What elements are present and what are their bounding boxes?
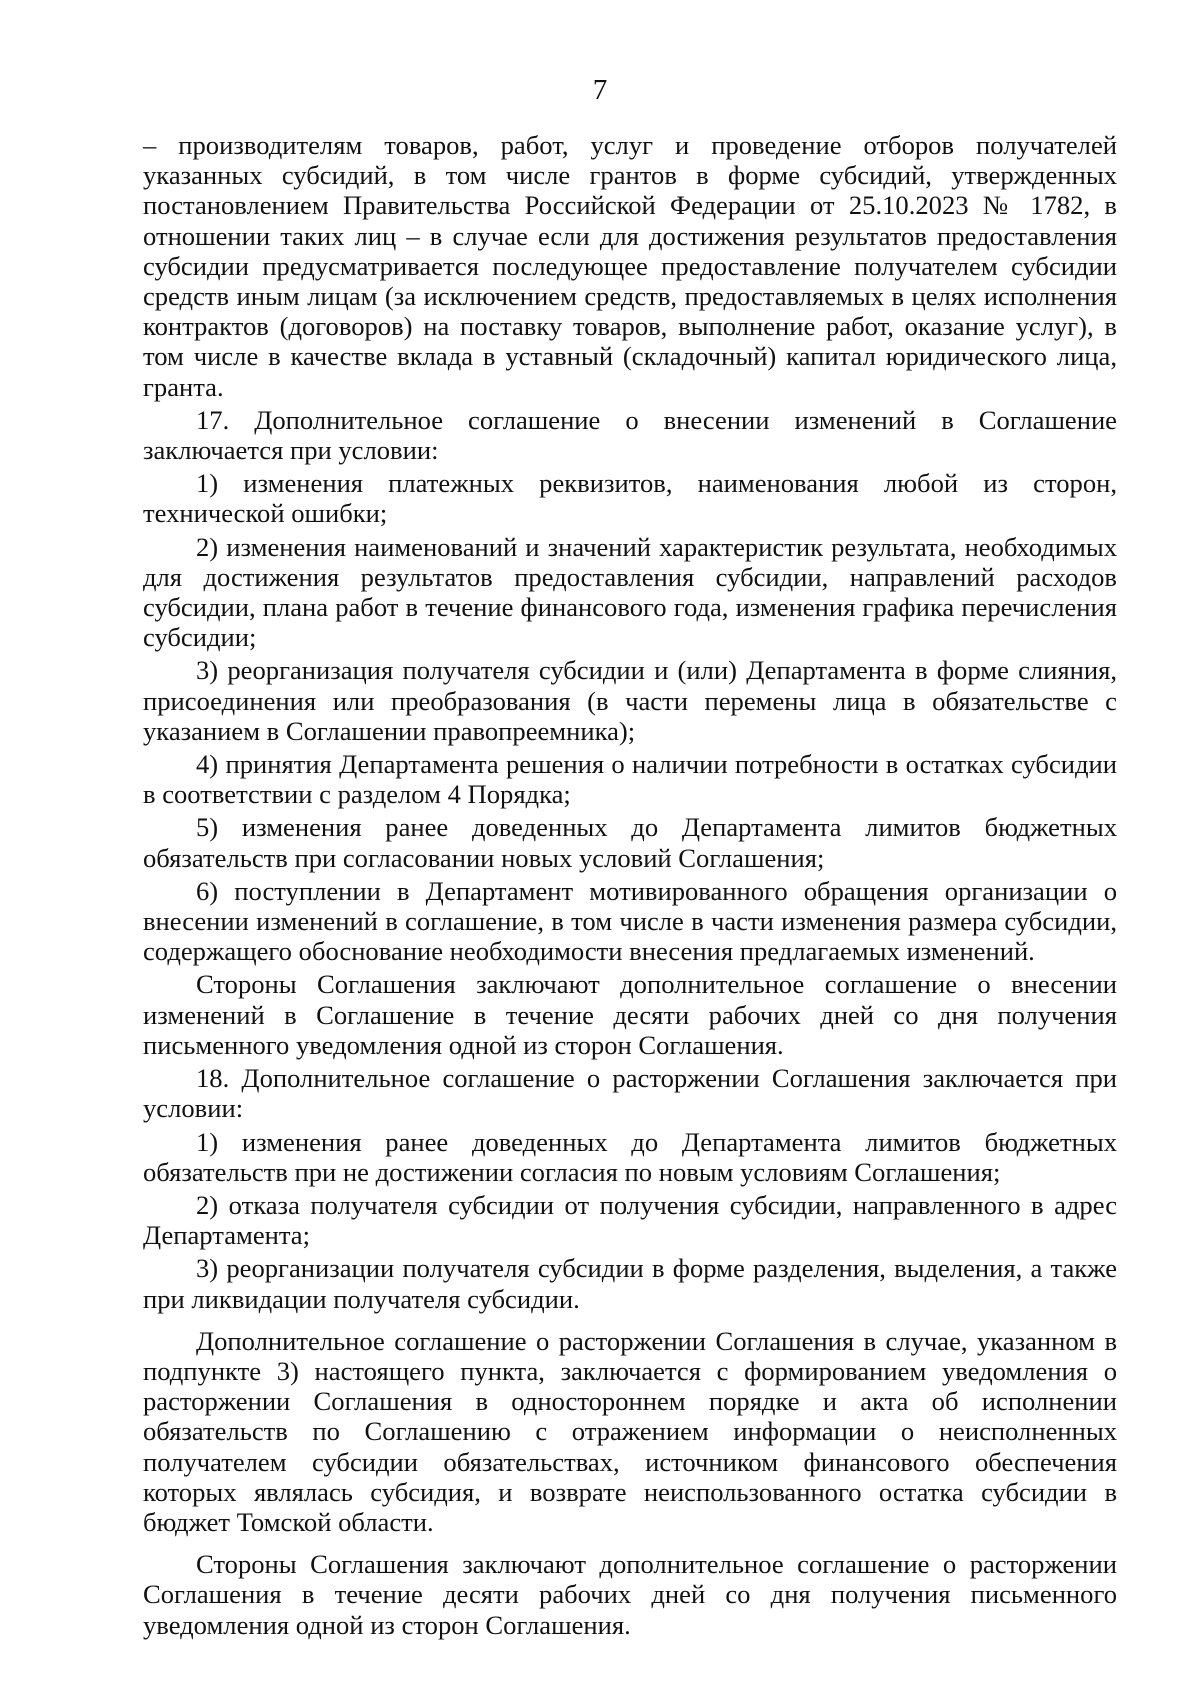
paragraph-list-continuation: – производителям товаров, работ, услуг и проведение отборов получателей указанных субсидий, в том числе грантов в форме субсидий, утвержденных постановлением Правительства Российской Федерации от 25.10.2023 № 1782, в отношении таких лиц – в случае если для достижения результатов предоставления субсидии предусматривается последующее предоставление получателем субсидии средств иным лицам (за исключением средств, предоставляемых в целях исполнения контрактов (договоров) на поставку товаров, выполнение работ, оказание услуг), в том числе в качестве вклада в уставный (складочный) капитал юридического лица, гранта. bbox=[143, 130, 1117, 402]
paragraph-clause-18-notice: Дополнительное соглашение о расторжении Соглашения в случае, указанном в подпункте 3) настоящего пункта, заключается с формированием уведомления о расторжении Соглашения в одностороннем порядке и акта об исполнении обязательств по Соглашению с отражением информации о неисполненных получателем субсидии обязательствах, источником финансового обеспечения которых являлась субсидия, и возврате неиспользованного остатка субсидии в бюджет Томской области. bbox=[143, 1325, 1117, 1537]
paragraph-clause-18: 18. Дополнительное соглашение о расторжении Соглашения заключается при условии: bbox=[143, 1063, 1117, 1124]
document-body bbox=[143, 130, 1117, 1640]
paragraph-item-17-3: 3) реорганизация получателя субсидии и (или) Департамента в форме слияния, присоединения или преобразования (в части перемены лица в обязательстве с указанием в Соглашении правопреемника); bbox=[143, 655, 1117, 746]
paragraph-item-18-3: 3) реорганизации получателя субсидии в форме разделения, выделения, а также при ликвидации получателя субсидии. bbox=[143, 1253, 1117, 1314]
paragraph-item-18-1: 1) изменения ранее доведенных до Департамента лимитов бюджетных обязательств при не достижении согласия по новым условиям Соглашения; bbox=[143, 1126, 1117, 1187]
page-number: 7 bbox=[592, 74, 608, 106]
paragraph-item-17-6: 6) поступлении в Департамент мотивированного обращения организации о внесении изменений в соглашение, в том числе в части изменения размера субсидии, содержащего обоснование необходимости внесения предлагаемых изменений. bbox=[143, 875, 1117, 967]
paragraph-clause-17: 17. Дополнительное соглашение о внесении изменений в Соглашение заключается при условии: bbox=[143, 404, 1117, 466]
paragraph-clause-18-term: Стороны Соглашения заключают дополнительное соглашение о расторжении Соглашения в течение десяти рабочих дней со дня получения письменного уведомления одной из сторон Соглашения. bbox=[143, 1549, 1117, 1640]
paragraph-item-17-4: 4) принятия Департамента решения о наличии потребности в остатках субсидии в соответствии с разделом 4 Порядка; bbox=[143, 749, 1117, 810]
paragraph-item-17-5: 5) изменения ранее доведенных до Департамента лимитов бюджетных обязательств при согласовании новых условий Соглашения; bbox=[143, 812, 1117, 873]
paragraph-item-17-2: 2) изменения наименований и значений характеристик результата, необходимых для достижения результатов предоставления субсидии, направлений расходов субсидии, плана работ в течение финансового года, изменения графика перечисления субсидии; bbox=[143, 531, 1117, 653]
paragraph-item-18-2: 2) отказа получателя субсидии от получения субсидии, направленного в адрес Департамента; bbox=[143, 1189, 1117, 1251]
paragraph-clause-17-term: Стороны Соглашения заключают дополнительное соглашение о внесении изменений в Соглашение в течение десяти рабочих дней со дня получения письменного уведомления одной из сторон Соглашения. bbox=[143, 969, 1117, 1060]
paragraph-item-17-1: 1) изменения платежных реквизитов, наименования любой из сторон, технической ошибки; bbox=[143, 468, 1117, 529]
